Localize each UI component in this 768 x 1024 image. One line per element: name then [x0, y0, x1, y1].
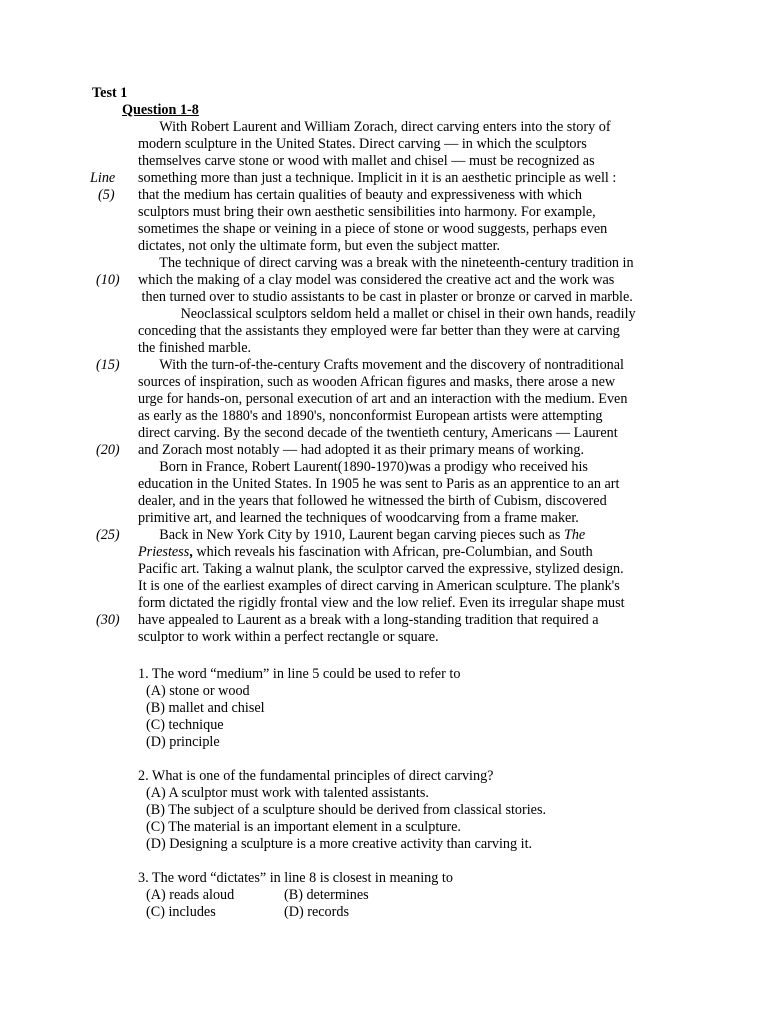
passage-line: With the turn-of-the-century Crafts movement and the discovery of nontraditional [138, 357, 624, 373]
passage-line: Priestess, which reveals his fascination with African, pre-Columbian, and South [138, 544, 593, 560]
question-stem: 3. The word “dictates” in line 8 is closest in meaning to [138, 870, 453, 886]
passage-line: Born in France, Robert Laurent(1890-1970)was a prodigy who received his [138, 459, 588, 475]
passage-line: as early as the 1880's and 1890's, nonconformist European artists were attempting [138, 408, 603, 424]
question-range-heading: Question 1-8 [122, 102, 199, 118]
answer-option[interactable]: (D) records [284, 904, 349, 920]
passage-line: have appealed to Laurent as a break with a long-standing tradition that required a [138, 612, 599, 628]
question-list [138, 666, 698, 938]
passage-line: Back in New York City by 1910, Laurent began carving pieces such as The [138, 527, 586, 543]
answer-option[interactable]: (A) A sculptor must work with talented assistants. [146, 785, 429, 801]
passage-line: primitive art, and learned the techniques of woodcarving from a frame maker. [138, 510, 579, 526]
passage-line: sometimes the shape or veining in a piece of stone or wood suggests, perhaps even [138, 221, 608, 237]
answer-option[interactable]: (A) reads aloud [146, 887, 235, 903]
line-number-marker: (25) [96, 527, 120, 543]
passage-line: Pacific art. Taking a walnut plank, the sculptor carved the expressive, stylized design. [138, 561, 624, 577]
passage-line: something more than just a technique. Implicit in it is an aesthetic principle as well : [138, 170, 617, 186]
passage-line: direct carving. By the second decade of the twentieth century, Americans — Laurent [138, 425, 618, 441]
passage-line: conceding that the assistants they employed were far better than they were at carving [138, 323, 620, 339]
passage-line: sources of inspiration, such as wooden African figures and masks, there arose a new [138, 374, 616, 390]
answer-option[interactable]: (C) includes [146, 904, 216, 920]
line-number-marker: Line [90, 170, 116, 186]
passage-line: form dictated the rigidly frontal view and the low relief. Even its irregular shape must [138, 595, 625, 611]
question-1 [138, 666, 698, 751]
passage-line: which the making of a clay model was considered the creative act and the work was [138, 272, 615, 288]
line-number-marker: (10) [96, 272, 120, 288]
passage-line: then turned over to studio assistants to be cast in plaster or bronze or carved in marble. [138, 289, 633, 305]
line-number-marker: (30) [96, 612, 120, 628]
question-2 [138, 768, 698, 853]
question-3 [138, 870, 698, 921]
answer-option[interactable]: (B) The subject of a sculpture should be derived from classical stories. [146, 802, 547, 818]
line-number-marker: (15) [96, 357, 120, 373]
passage-line: It is one of the earliest examples of direct carving in American sculpture. The plank's [138, 578, 620, 594]
line-number-marker: (20) [96, 442, 120, 458]
passage-line: sculptors must bring their own aesthetic sensibilities into harmony. For example, [138, 204, 596, 220]
answer-option[interactable]: (C) The material is an important element in a sculpture. [146, 819, 461, 835]
answer-option[interactable]: (C) technique [146, 717, 224, 733]
passage-line: urge for hands-on, personal execution of art and an interaction with the medium. Even [138, 391, 628, 407]
answer-option[interactable]: (B) determines [284, 887, 369, 903]
answer-option[interactable]: (D) principle [146, 734, 220, 750]
line-number-marker: (5) [98, 187, 115, 203]
answer-option[interactable]: (D) Designing a sculpture is a more creative activity than carving it. [146, 836, 533, 852]
passage-line: that the medium has certain qualities of beauty and expressiveness with which [138, 187, 583, 203]
passage-line: and Zorach most notably — had adopted it as their primary means of working. [138, 442, 585, 458]
test-title: Test 1 [92, 85, 128, 101]
answer-option[interactable]: (A) stone or wood [146, 683, 250, 699]
passage-line: With Robert Laurent and William Zorach, direct carving enters into the story of [138, 119, 611, 135]
passage-line: The technique of direct carving was a break with the nineteenth-century tradition in [138, 255, 634, 271]
question-stem: 1. The word “medium” in line 5 could be used to refer to [138, 666, 461, 682]
answer-option-row [138, 904, 698, 921]
answer-option[interactable]: (B) mallet and chisel [146, 700, 265, 716]
passage-line: themselves carve stone or wood with mallet and chisel — must be recognized as [138, 153, 595, 169]
reading-passage [138, 119, 683, 646]
question-stem: 2. What is one of the fundamental principles of direct carving? [138, 768, 494, 784]
answer-option-row [138, 887, 698, 904]
passage-line: modern sculpture in the United States. Direct carving — in which the sculptors [138, 136, 587, 152]
passage-line: dealer, and in the years that followed he witnessed the birth of Cubism, discovered [138, 493, 607, 509]
passage-line: education in the United States. In 1905 he was sent to Paris as an apprentice to an art [138, 476, 620, 492]
passage-line: Neoclassical sculptors seldom held a mallet or chisel in their own hands, readily [138, 306, 636, 322]
passage-line: sculptor to work within a perfect rectangle or square. [138, 629, 439, 645]
passage-line: dictates, not only the ultimate form, but even the subject matter. [138, 238, 501, 254]
passage-line: the finished marble. [138, 340, 252, 356]
